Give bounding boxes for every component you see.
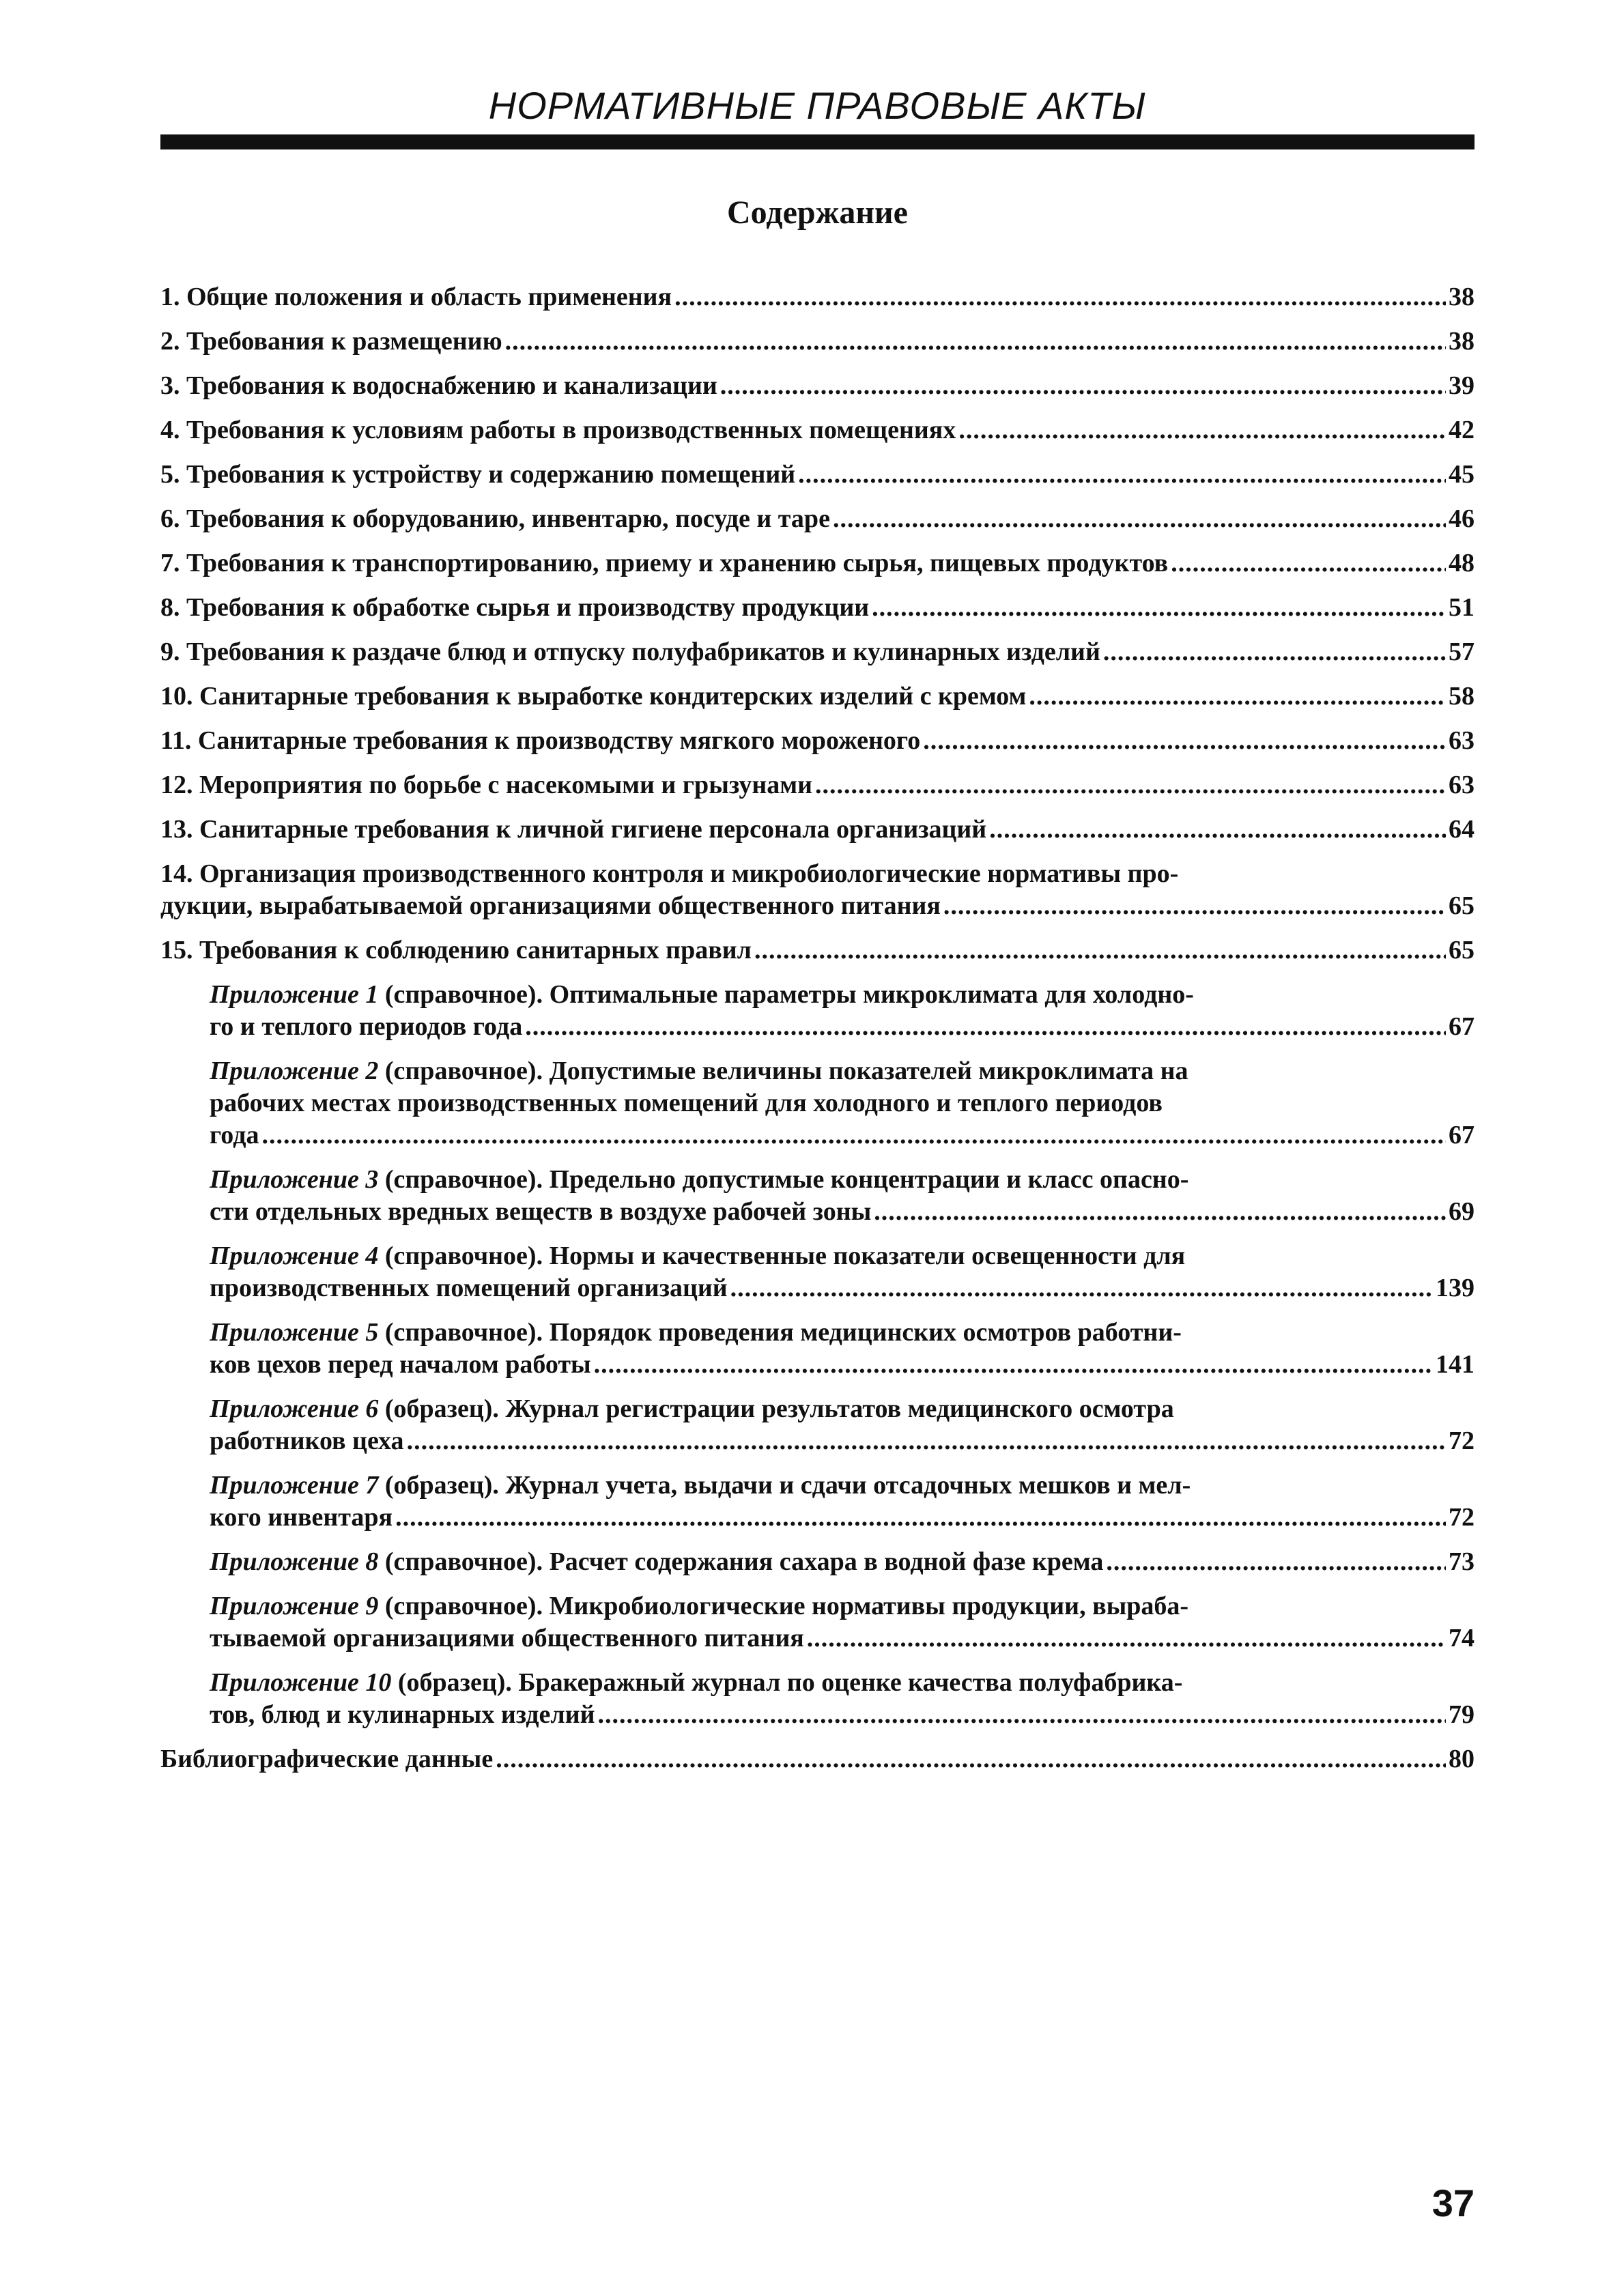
running-head: НОРМАТИВНЫЕ ПРАВОВЫЕ АКТЫ [488,84,1147,127]
dot-leader [754,934,1446,967]
dot-leader [525,1011,1446,1043]
dot-leader [872,592,1446,624]
toc-entry-text: работников цеха [210,1427,404,1455]
appendix-label: Приложение 10 [210,1668,392,1697]
toc-title: Содержание [727,195,908,231]
dot-leader [815,769,1446,801]
toc-entry-bibliography[interactable] [160,1743,1475,1775]
page-number: 37 [1431,2181,1475,2224]
toc-entry-page: 67 [1449,1012,1475,1041]
appendix-label: Приложение 5 [210,1318,379,1347]
toc-entry-appendix-4[interactable] [160,1240,1475,1304]
toc-entry-page: 39 [1449,371,1475,400]
dot-leader [989,814,1446,846]
toc-entry-section-1[interactable] [160,281,1475,313]
toc-entry-text: 4. Требования к условиям работы в производственных помещениях [160,416,956,444]
header-rule [160,134,1475,149]
dot-leader [943,890,1446,922]
dot-leader [674,281,1446,313]
toc-entry-appendix-9[interactable] [160,1590,1475,1655]
dot-leader [874,1196,1446,1228]
toc-entry-text: сти отдельных вредных веществ в воздухе рабочей зоны [210,1197,872,1226]
dot-leader [407,1425,1446,1457]
appendix-title: (справочное). Предельно допустимые концентрации и класс опасно- [378,1165,1189,1194]
toc-entry-section-8[interactable] [160,592,1475,624]
toc-entry-page: 67 [1449,1121,1475,1149]
toc-entry-text: 6. Требования к оборудованию, инвентарю, посуде и таре [160,504,830,533]
toc-entry-section-9[interactable] [160,636,1475,668]
toc-entry-text: 1. Общие положения и область применения [160,283,672,311]
appendix-title: (образец). Журнал регистрации результатов медицинского осмотра [378,1394,1174,1423]
toc-entry-page: 42 [1449,416,1475,444]
toc-entry-text: 7. Требования к транспортированию, приему и хранению сырья, пищевых продуктов [160,549,1169,577]
dot-leader [496,1743,1446,1775]
toc-entry-page: 38 [1449,327,1475,356]
toc-entry-section-10[interactable] [160,681,1475,713]
toc-entry-page: 57 [1449,638,1475,666]
dot-leader [594,1349,1433,1381]
appendix-label: Приложение 4 [210,1242,379,1270]
appendix-title: (справочное). Нормы и качественные показатели освещенности для [378,1242,1186,1270]
toc-entry-page: 65 [1449,936,1475,964]
dot-leader [395,1502,1446,1534]
toc-entry-page: 139 [1436,1274,1475,1302]
toc-entry-page: 51 [1449,593,1475,622]
toc-entry-text: производственных помещений организаций [210,1274,728,1302]
toc-entry-page: 38 [1449,283,1475,311]
toc-entry-text: дукции, вырабатываемой организациями общественного питания [160,891,941,920]
dot-leader [505,326,1446,358]
toc-entry-text: года [210,1121,259,1149]
toc-entry-section-15[interactable] [160,934,1475,967]
dot-leader [833,503,1446,535]
toc-entry-line: рабочих местах производственных помещений для холодного и теплого периодов [210,1089,1163,1117]
toc-entry-page: 46 [1449,504,1475,533]
appendix-title: (справочное). Оптимальные параметры микроклимата для холодно- [378,980,1194,1009]
appendix-label: Приложение 7 [210,1471,379,1500]
toc-entry-section-11[interactable] [160,725,1475,757]
toc-entry-text: 12. Мероприятия по борьбе с насекомыми и грызунами [160,771,813,799]
toc-entry-page: 65 [1449,891,1475,920]
toc-entry-section-5[interactable] [160,459,1475,491]
toc-entry-text: 9. Требования к раздаче блюд и отпуску полуфабрикатов и кулинарных изделий [160,638,1100,666]
toc-entry-section-14[interactable] [160,858,1475,922]
toc-entry-page: 74 [1449,1624,1475,1652]
toc-entry-text: 8. Требования к обработке сырья и производству продукции [160,593,870,622]
toc-entry-section-7[interactable] [160,547,1475,579]
toc-entry-text: 5. Требования к устройству и содержанию помещений [160,460,796,489]
toc-entry-page: 80 [1449,1745,1475,1773]
toc-entry-text: тов, блюд и кулинарных изделий [210,1700,595,1729]
toc-entry-text: 11. Санитарные требования к производству мягкого мороженого [160,726,921,755]
toc-entry-appendix-7[interactable] [160,1470,1475,1534]
dot-leader [807,1622,1446,1655]
toc-entry-appendix-3[interactable] [160,1164,1475,1228]
appendix-label: Приложение 3 [210,1165,379,1194]
appendix-title: (образец). Бракеражный журнал по оценке качества полуфабрика- [391,1668,1183,1697]
appendix-title: (справочное). Микробиологические нормативы продукции, выраба- [378,1592,1189,1620]
appendix-label: Приложение 8 [210,1547,379,1576]
toc-entry-page: 73 [1449,1547,1475,1576]
dot-leader [958,414,1446,446]
table-of-contents [160,281,1475,1788]
toc-entry-text: 10. Санитарные требования к выработке кондитерских изделий с кремом [160,682,1027,711]
toc-entry-text: го и теплого периодов года [210,1012,523,1041]
toc-entry-section-2[interactable] [160,326,1475,358]
toc-entry-page: 63 [1449,771,1475,799]
toc-entry-section-4[interactable] [160,414,1475,446]
toc-entry-page: 58 [1449,682,1475,711]
dot-leader [798,459,1446,491]
toc-entry-section-13[interactable] [160,814,1475,846]
toc-entry-page: 69 [1449,1197,1475,1226]
dot-leader [598,1699,1447,1731]
toc-entry-page: 63 [1449,726,1475,755]
toc-entry-text: 2. Требования к размещению [160,327,502,356]
toc-entry-appendix-10[interactable] [160,1667,1475,1731]
dot-leader [1171,547,1446,579]
toc-entry-page: 79 [1449,1700,1475,1729]
dot-leader [923,725,1446,757]
toc-entry-appendix-8[interactable] [160,1546,1475,1578]
toc-entry-line: 14. Организация производственного контроля и микробиологические нормативы про- [160,859,1179,888]
toc-entry-appendix-2[interactable] [160,1055,1475,1151]
dot-leader [730,1272,1433,1304]
toc-entry-text: тываемой организациями общественного питания [210,1624,804,1652]
toc-entry-appendix-1[interactable] [160,979,1475,1043]
toc-entry-page: 72 [1449,1503,1475,1532]
toc-entry-appendix-5[interactable] [160,1317,1475,1381]
appendix-label: Приложение 1 [210,980,379,1009]
toc-entry-text: Библиографические данные [160,1745,494,1773]
dot-leader [720,370,1446,402]
toc-entry-page: 48 [1449,549,1475,577]
appendix-label: Приложение 6 [210,1394,379,1423]
toc-entry-text: 15. Требования к соблюдению санитарных правил [160,936,752,964]
toc-entry-section-3[interactable] [160,370,1475,402]
toc-entry-text: кого инвентаря [210,1503,393,1532]
toc-entry-section-12[interactable] [160,769,1475,801]
toc-entry-page: 64 [1449,815,1475,844]
appendix-title: (справочное). Расчет содержания сахара в водной фазе крема [378,1547,1104,1576]
appendix-label: Приложение 9 [210,1592,379,1620]
toc-entry-text: 3. Требования к водоснабжению и канализации [160,371,717,400]
toc-entry-section-6[interactable] [160,503,1475,535]
toc-entry-text: ков цехов перед началом работы [210,1350,591,1379]
toc-entry-page: 45 [1449,460,1475,489]
toc-entry-text: 13. Санитарные требования к личной гигиене персонала организаций [160,815,987,844]
appendix-title: (образец). Журнал учета, выдачи и сдачи отсадочных мешков и мел- [378,1471,1191,1500]
dot-leader [1029,681,1446,713]
dot-leader [1106,1546,1446,1578]
dot-leader [1103,636,1446,668]
dot-leader [261,1119,1446,1151]
toc-entry-appendix-6[interactable] [160,1393,1475,1457]
toc-entry-page: 72 [1449,1427,1475,1455]
toc-entry-page: 141 [1436,1350,1475,1379]
appendix-title: (справочное). Порядок проведения медицинских осмотров работни- [378,1318,1182,1347]
appendix-label: Приложение 2 [210,1057,379,1085]
appendix-title: (справочное). Допустимые величины показателей микроклимата на [378,1057,1188,1085]
